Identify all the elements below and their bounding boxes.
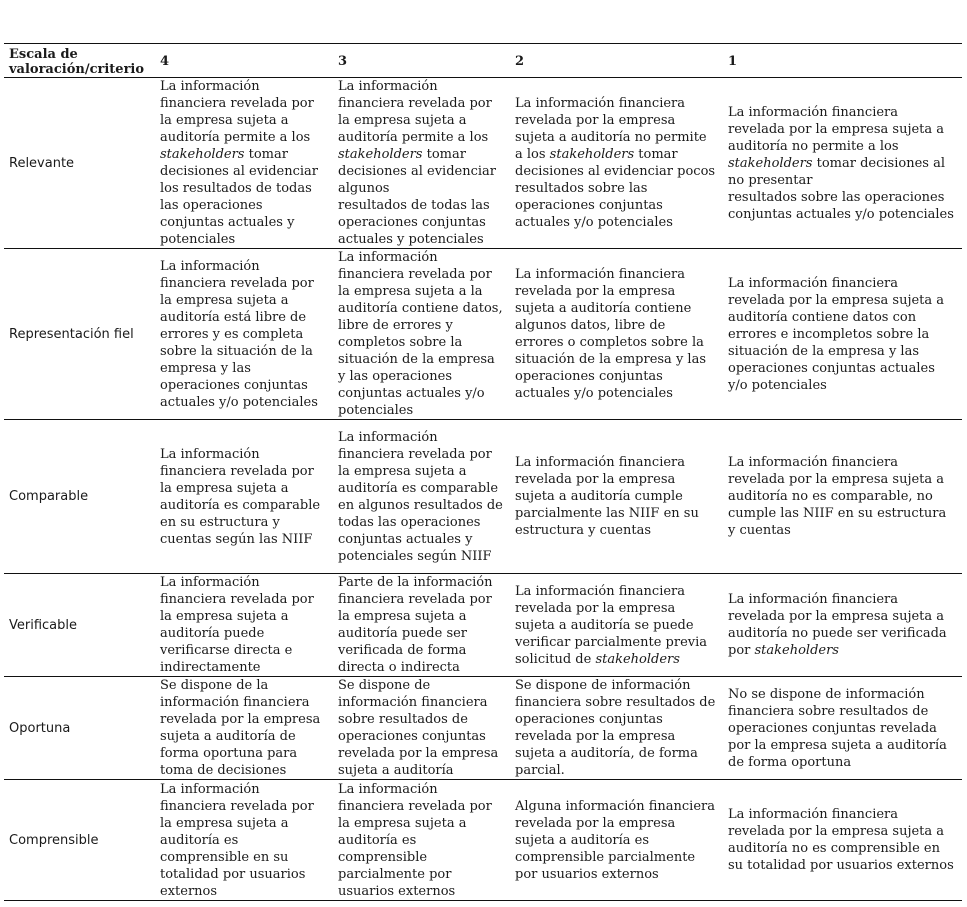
- criterion-label: Verificable: [4, 574, 155, 677]
- header-level-4: 4: [155, 44, 333, 78]
- criterion-label: Relevante: [4, 78, 155, 249]
- level-2-cell: Se dispone de información financiera sobre resultados de operaciones conjuntas revelada por la empresa sujeta a auditoría, de forma parcial.: [510, 677, 723, 780]
- level-3-cell: Parte de la información financiera revelada por la empresa sujeta a auditoría puede ser verificada de forma directa o indirecta: [333, 574, 510, 677]
- criterion-label: Representación fiel: [4, 249, 155, 420]
- level-2-cell: Alguna información financiera revelada por la empresa sujeta a auditoría es comprensible parcialmente por usuarios externos: [510, 780, 723, 901]
- evaluation-rubric-table: [4, 43, 962, 901]
- criterion-label: Oportuna: [4, 677, 155, 780]
- table-row-comprensible: [4, 780, 962, 901]
- header-level-2: 2: [510, 44, 723, 78]
- level-2-cell: La información financiera revelada por la empresa sujeta a auditoría contiene algunos datos, libre de errores o completos sobre la situación de la empresa y las operaciones conjuntas actuales y/o potenciales: [510, 249, 723, 420]
- level-1-cell: La información financiera revelada por la empresa sujeta a auditoría contiene datos con errores e incompletos sobre la situación de la empresa y las operaciones conjuntas actuales y/o potenciales: [723, 249, 962, 420]
- table-row-relevante: [4, 78, 962, 249]
- header-scale-criterion: Escala de valoración/criterio: [4, 44, 155, 78]
- level-1-cell: La información financiera revelada por la empresa sujeta a auditoría no es comparable, no cumple las NIIF en su estructura y cuentas: [723, 420, 962, 574]
- level-4-cell: La información financiera revelada por la empresa sujeta a auditoría es comprensible en su totalidad por usuarios externos: [155, 780, 333, 901]
- level-3-cell: La información financiera revelada por la empresa sujeta a auditoría es comprensible parcialmente por usuarios externos: [333, 780, 510, 901]
- table-header: [4, 44, 962, 78]
- level-3-cell: Se dispone de información financiera sobre resultados de operaciones conjuntas revelada por la empresa sujeta a auditoría: [333, 677, 510, 780]
- level-4-cell: La información financiera revelada por la empresa sujeta a auditoría es comparable en su estructura y cuentas según las NIIF: [155, 420, 333, 574]
- table-row-oportuna: [4, 677, 962, 780]
- table-row-verificable: [4, 574, 962, 677]
- table-row-comparable: [4, 420, 962, 574]
- level-1-cell: No se dispone de información financiera sobre resultados de operaciones conjuntas revelada por la empresa sujeta a auditoría de forma oportuna: [723, 677, 962, 780]
- level-2-cell: La información financiera revelada por la empresa sujeta a auditoría cumple parcialmente las NIIF en su estructura y cuentas: [510, 420, 723, 574]
- level-1-cell: La información financiera revelada por la empresa sujeta a auditoría no permite a los stakeholders tomar decisiones al no presentar resultados sobre las operaciones conjuntas actuales y/o potenciales: [723, 78, 962, 249]
- level-4-cell: La información financiera revelada por la empresa sujeta a auditoría permite a los stakeholders tomar decisiones al evidenciar los resultados de todas las operaciones conjuntas actuales y potenciales: [155, 78, 333, 249]
- header-row: [4, 44, 962, 78]
- level-1-cell: La información financiera revelada por la empresa sujeta a auditoría no puede ser verificada por stakeholders: [723, 574, 962, 677]
- criterion-label: Comparable: [4, 420, 155, 574]
- header-level-1: 1: [723, 44, 962, 78]
- level-2-cell: La información financiera revelada por la empresa sujeta a auditoría se puede verificar parcialmente previa solicitud de stakeholders: [510, 574, 723, 677]
- level-4-cell: La información financiera revelada por la empresa sujeta a auditoría está libre de errores y es completa sobre la situación de la empresa y las operaciones conjuntas actuales y/o potenciales: [155, 249, 333, 420]
- table-row-representacion-fiel: [4, 249, 962, 420]
- level-4-cell: Se dispone de la información financiera revelada por la empresa sujeta a auditoría de forma oportuna para toma de decisiones: [155, 677, 333, 780]
- header-level-3: 3: [333, 44, 510, 78]
- level-2-cell: La información financiera revelada por la empresa sujeta a auditoría no permite a los stakeholders tomar decisiones al evidenciar pocos resultados sobre las operaciones conjuntas actuales y/o potenciales: [510, 78, 723, 249]
- criterion-label: Comprensible: [4, 780, 155, 901]
- level-3-cell: La información financiera revelada por la empresa sujeta a auditoría permite a los stakeholders tomar decisiones al evidenciar algunos resultados de todas las operaciones conjuntas actuales y potenciales: [333, 78, 510, 249]
- level-1-cell: La información financiera revelada por la empresa sujeta a auditoría no es comprensible en su totalidad por usuarios externos: [723, 780, 962, 901]
- table-body: [4, 78, 962, 901]
- level-3-cell: La información financiera revelada por la empresa sujeta a auditoría es comparable en algunos resultados de todas las operaciones conjuntas actuales y potenciales según NIIF: [333, 420, 510, 574]
- level-4-cell: La información financiera revelada por la empresa sujeta a auditoría puede verificarse directa e indirectamente: [155, 574, 333, 677]
- level-3-cell: La información financiera revelada por la empresa sujeta a la auditoría contiene datos, libre de errores y completos sobre la situación de la empresa y las operaciones conjuntas actuales y/o potenciales: [333, 249, 510, 420]
